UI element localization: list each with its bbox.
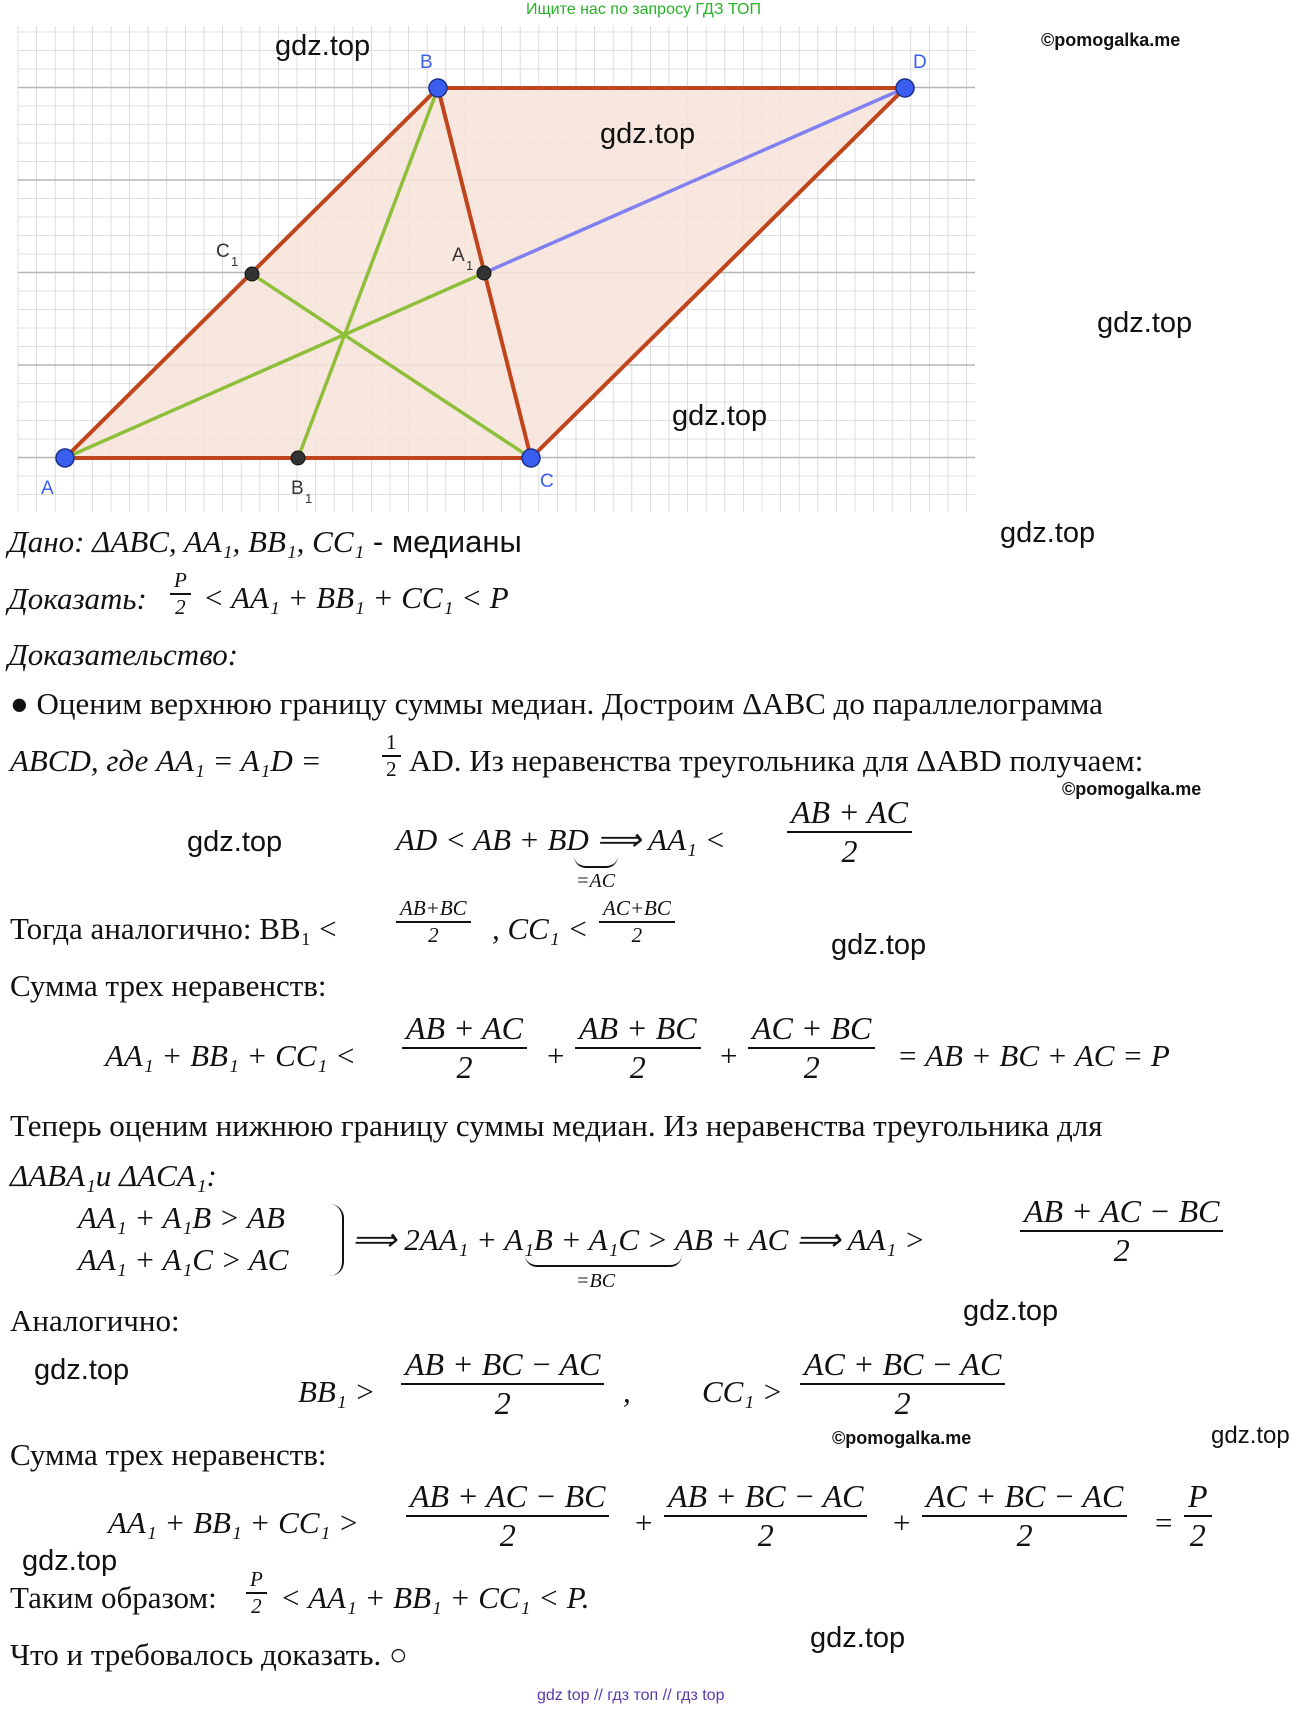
label-c: C <box>540 471 554 492</box>
qed-line: Что и требовалось доказать. ○ <box>10 1637 408 1672</box>
watermark-gdz: gdz.top <box>672 400 768 432</box>
watermark-gdz: gdz.top <box>963 1295 1059 1327</box>
eq3-frac-2: $\frac{AB + BC - AC}{2}$ <box>664 1478 867 1554</box>
system-line-2: AA₁ + A₁C > AC <box>78 1242 289 1277</box>
point-a1 <box>477 266 491 280</box>
eq2-plus-1: + <box>545 1038 566 1073</box>
label-b: B <box>420 52 433 73</box>
bb1-ineq: BB₁ > <box>298 1374 376 1409</box>
watermark-gdz: gdz.top <box>831 929 927 961</box>
watermark-pomogalka: ©pomogalka.me <box>1062 779 1202 799</box>
watermark-gdz: gdz.top <box>810 1622 906 1654</box>
system-brace <box>330 1204 344 1276</box>
watermark-gdz: gdz.top <box>600 118 696 150</box>
label-d: D <box>913 52 927 73</box>
label-b1-sub: 1 <box>305 491 313 506</box>
thus-fraction: $\frac{P}{2}$ <box>246 1567 267 1619</box>
point-c1 <box>245 267 259 281</box>
eq3-equals: = <box>1153 1505 1174 1540</box>
lower-line-1: Теперь оценим нижнюю границу суммы медиан. Из неравенства треугольника для <box>10 1108 1103 1143</box>
half-fraction: $\frac{1}{2}$ <box>382 730 401 782</box>
point-a <box>56 449 74 467</box>
thus-expr: < AA₁ + BB₁ + CC₁ < P. <box>280 1580 590 1615</box>
eq3-plus-1: + <box>633 1505 654 1540</box>
eq2-frac-2: $\frac{AB + BC}{2}$ <box>575 1010 701 1086</box>
watermark-gdz: gdz.top <box>1097 307 1193 339</box>
watermark-gdz: gdz.top <box>22 1545 118 1577</box>
prove-label: Доказать: <box>8 581 147 616</box>
eq3-frac-1: $\frac{AB + AC - BC}{2}$ <box>406 1478 609 1554</box>
proof-line-2a: ABCD, где AA₁ = A₁D = <box>10 743 322 778</box>
cc1-fraction: $\frac{AC + BC - AC}{2}$ <box>800 1346 1005 1422</box>
watermark-gdz: gdz.top <box>1211 1422 1290 1449</box>
bb1-fraction: $\frac{AB + BC - AC}{2}$ <box>401 1346 604 1422</box>
footer-links[interactable]: gdz top // гдз топ // гдз top <box>537 1687 725 1704</box>
eq2-right: = AB + BC + AC = P <box>897 1038 1170 1073</box>
eq1-under: =AC <box>576 870 616 892</box>
bb1-comma: , <box>623 1374 631 1409</box>
label-c1: C <box>216 241 230 262</box>
given-tail: - медианы <box>364 524 522 559</box>
system-under: =BC <box>576 1270 616 1292</box>
watermark-gdz: gdz.top <box>275 30 371 62</box>
label-a1-sub: 1 <box>466 258 474 273</box>
label-a1: A <box>452 245 465 266</box>
eq1-left: AD < AB + BD ⟹ AA₁ < <box>396 822 726 857</box>
watermark-pomogalka: ©pomogalka.me <box>832 1428 972 1448</box>
watermark-pomogalka: ©pomogalka.me <box>1041 30 1181 50</box>
eq2-left: AA₁ + BB₁ + CC₁ < <box>105 1038 356 1073</box>
then-line: Тогда аналогично: BB₁ < <box>10 911 337 946</box>
eq2-plus-2: + <box>718 1038 739 1073</box>
system-underbrace <box>525 1255 682 1267</box>
watermark-gdz: gdz.top <box>34 1354 130 1386</box>
point-b1 <box>291 451 305 465</box>
eq1-brace <box>574 856 618 868</box>
prove-fraction: $\frac{P}{2}$ <box>170 568 191 620</box>
given-label: Дано <box>8 524 75 559</box>
label-c1-sub: 1 <box>231 254 239 269</box>
prove-expr: < AA₁ + BB₁ + CC₁ < P <box>203 580 509 615</box>
given-expr: : ΔABC, AA₁, BB₁, CC₁ <box>74 524 365 559</box>
given-line <box>8 524 522 560</box>
watermark-gdz: gdz.top <box>1000 517 1096 549</box>
label-b1: B <box>291 478 304 499</box>
parallelogram-figure <box>0 0 980 515</box>
eq3-frac-3: $\frac{AC + BC - AC}{2}$ <box>922 1478 1127 1554</box>
lower-line-2: ΔABA₁и ΔACA₁: <box>10 1158 217 1193</box>
then-mid: , CC₁ < <box>492 911 589 946</box>
watermark-gdz: gdz.top <box>187 826 283 858</box>
point-b <box>429 79 447 97</box>
sum-three-1: Сумма трех неравенств: <box>10 968 327 1003</box>
proof-line-1: ● Оценим верхнюю границу суммы медиан. Достроим ΔABC до параллелограмма <box>10 686 1103 721</box>
eq3-left: AA₁ + BB₁ + CC₁ > <box>108 1505 359 1540</box>
system-line-1: AA₁ + A₁B > AB <box>78 1200 285 1235</box>
eq3-result-fraction: $\frac{P}{2}$ <box>1184 1478 1212 1554</box>
top-banner: Ищите нас по запросу ГДЗ ТОП <box>526 1 761 18</box>
then-fraction-bb: $\frac{AB+BC}{2}$ <box>396 896 471 948</box>
point-c <box>522 449 540 467</box>
system-fraction: $\frac{AB + AC - BC}{2}$ <box>1020 1193 1223 1269</box>
proof-label: Доказательство: <box>8 637 239 672</box>
then-fraction-cc: $\frac{AC+BC}{2}$ <box>599 896 675 948</box>
proof-line-2b: AD. Из неравенства треугольника для ΔABD получаем: <box>409 743 1144 778</box>
point-d <box>896 79 914 97</box>
eq2-frac-1: $\frac{AB + AC}{2}$ <box>402 1010 527 1086</box>
thus-label: Таким образом: <box>10 1580 217 1615</box>
similarly-label: Аналогично: <box>10 1303 180 1338</box>
eq1-fraction: $\frac{AB + AC}{2}$ <box>787 794 912 870</box>
system-implication: ⟹ 2AA₁ + A₁B + A₁C > AB + AC ⟹ AA₁ > <box>352 1222 926 1257</box>
label-a: A <box>41 478 54 499</box>
sum-three-2: Сумма трех неравенств: <box>10 1437 327 1472</box>
eq3-plus-2: + <box>891 1505 912 1540</box>
eq2-frac-3: $\frac{AC + BC}{2}$ <box>748 1010 875 1086</box>
cc1-ineq: CC₁ > <box>702 1374 783 1409</box>
